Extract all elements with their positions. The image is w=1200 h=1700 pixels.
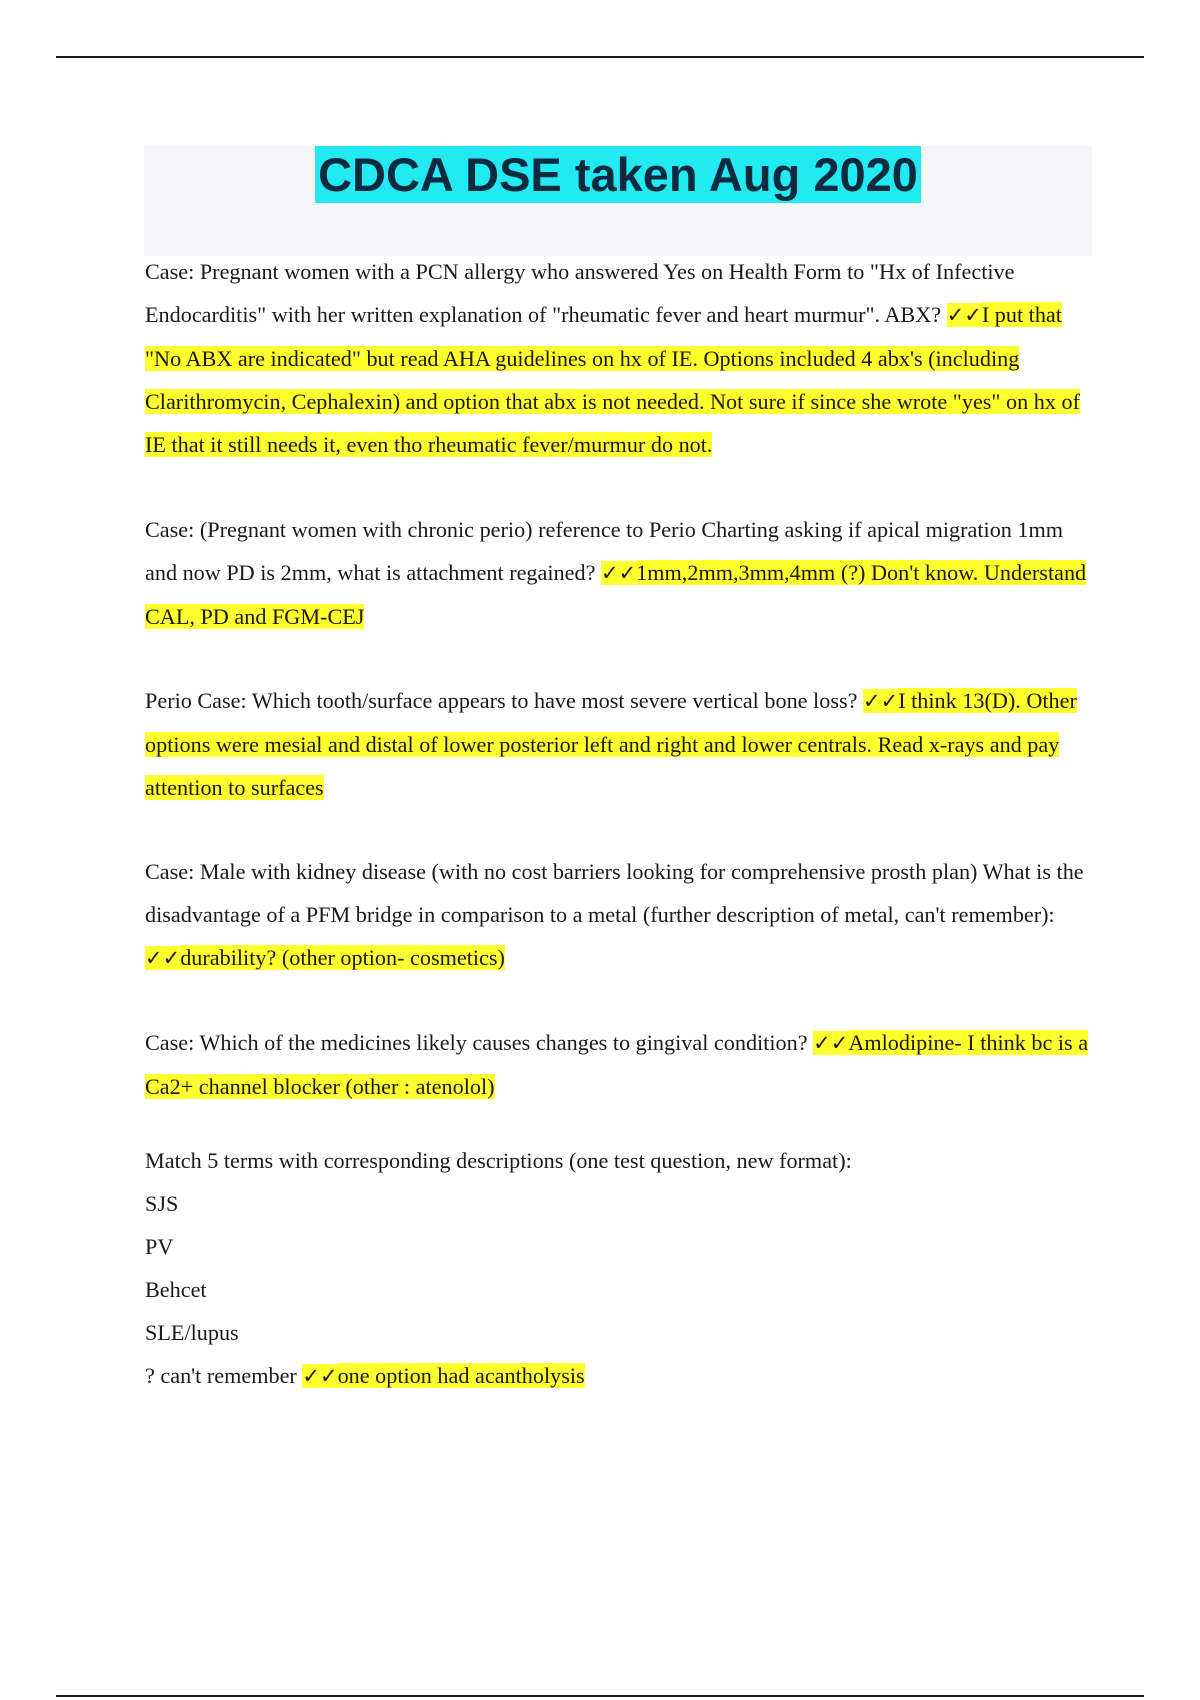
- answer-5-text: Amlodipine- I think bc is a Ca2+ channel blocker (other : atenolol): [145, 1030, 1089, 1099]
- match-last-question: ? can't remember: [145, 1363, 303, 1388]
- answer-3-text: I think 13(D). Other options were mesial and distal of lower posterior left and right and lower centrals. Read x-rays and pay attention to surfaces: [145, 688, 1077, 800]
- title-band: [144, 146, 1092, 256]
- question-4-text: Case: Male with kidney disease (with no cost barriers looking for comprehensive prosth plan) What is the disadvantage of a PFM bridge in comparison to a metal (further description of metal, can't remember):: [145, 859, 1084, 927]
- question-2: [145, 508, 1095, 638]
- match-question: [145, 1139, 1095, 1398]
- checkmark-icon: ✓✓: [145, 946, 181, 970]
- match-last-line: [145, 1354, 1095, 1398]
- question-3: [145, 679, 1095, 809]
- match-last-answer: one option had acantholysis: [337, 1363, 585, 1388]
- top-rule: [56, 56, 1144, 58]
- document-body: [145, 250, 1095, 1398]
- match-term: Behcet: [145, 1277, 207, 1302]
- checkmark-icon: ✓✓: [302, 1364, 338, 1388]
- answer-4-text: durability? (other option- cosmetics): [180, 945, 505, 970]
- question-2-text: Case: (Pregnant women with chronic perio) reference to Perio Charting asking if apical migration 1mm and now PD is 2mm, what is attachment regained?: [145, 517, 1064, 585]
- checkmark-icon: ✓✓: [600, 561, 637, 585]
- title-text: CDCA DSE taken Aug 2020: [315, 146, 921, 203]
- match-term: PV: [145, 1234, 174, 1259]
- answer-2-text: 1mm,2mm,3mm,4mm (?) Don't know. Understand CAL, PD and FGM-CEJ: [145, 560, 1087, 629]
- checkmark-icon: ✓✓: [946, 303, 982, 327]
- document-title: [144, 146, 1092, 203]
- match-term: SJS: [145, 1191, 179, 1216]
- question-4: [145, 850, 1095, 980]
- question-5: [145, 1021, 1095, 1108]
- question-1-text: Case: Pregnant women with a PCN allergy who answered Yes on Health Form to "Hx of Infective Endocarditis" with her written explanation of "rheumatic fever and heart murmur". ABX?: [145, 259, 1015, 327]
- checkmark-icon: ✓✓: [862, 689, 899, 713]
- answer-1-text: I put that "No ABX are indicated" but read AHA guidelines on hx of IE. Options included 4 abx's (including Clarithromycin, Cephalexin) and option that abx is not needed. Not sure if since she wrote "yes" on hx of IE that it still needs it, even tho rheumatic fever/murmur do not.: [145, 302, 1080, 457]
- match-term: SLE/lupus: [145, 1320, 239, 1345]
- question-1: [145, 250, 1095, 466]
- checkmark-icon: ✓✓: [813, 1031, 849, 1055]
- question-5-text: Case: Which of the medicines likely causes changes to gingival condition?: [145, 1030, 814, 1055]
- match-intro: Match 5 terms with corresponding descriptions (one test question, new format):: [145, 1148, 852, 1173]
- bottom-rule: [56, 1695, 1144, 1697]
- question-3-text: Perio Case: Which tooth/surface appears to have most severe vertical bone loss?: [145, 688, 863, 713]
